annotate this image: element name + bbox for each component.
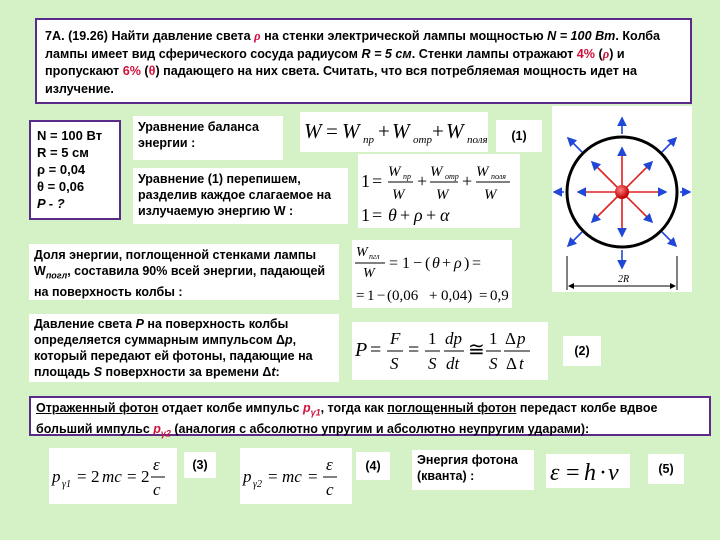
- equation-number-5: (5): [648, 454, 684, 484]
- svg-text:W: W: [342, 119, 360, 143]
- svg-text:ε: ε: [326, 455, 333, 474]
- equation-3: [49, 448, 177, 504]
- problem-text-6b: ) падающего на них света. Считать, что вся потребляемая мощность идет на излучение.: [45, 64, 637, 96]
- svg-text:≅: ≅: [468, 339, 485, 361]
- svg-text:=: =: [77, 467, 87, 486]
- svg-text:ε: ε: [153, 455, 160, 474]
- svg-text:W: W: [436, 187, 449, 203]
- pressure-label: Давление света P на поверхность колбы определяется суммарным импульсом Δp, который передают ей фотоны, падающие на площадь S поверхности за времени Δt:: [29, 314, 339, 382]
- problem-statement: [35, 18, 692, 104]
- svg-text:отр: отр: [445, 172, 459, 181]
- theta-symbol: θ: [148, 64, 156, 78]
- problem-text-6a: (: [140, 64, 149, 78]
- svg-text:=: =: [408, 339, 420, 361]
- svg-text:пр: пр: [363, 134, 374, 146]
- svg-text:α: α: [440, 205, 450, 225]
- svg-text:=: =: [472, 255, 482, 272]
- balance-label: Уравнение баланса энергии :: [133, 116, 283, 160]
- bulb-sphere-drawing: [552, 106, 692, 292]
- svg-text:+: +: [378, 119, 390, 143]
- diameter-label: 2R: [618, 274, 630, 285]
- svg-text:P: P: [355, 339, 368, 361]
- svg-text:mc: mc: [102, 467, 122, 486]
- svg-text:+: +: [400, 205, 411, 225]
- svg-text:=: =: [127, 467, 137, 486]
- equation-number-2: (2): [563, 336, 601, 366]
- svg-text:поля: поля: [491, 172, 507, 181]
- svg-text:h: h: [584, 460, 596, 486]
- svg-text:S: S: [489, 354, 498, 373]
- svg-text:θ: θ: [432, 255, 440, 272]
- svg-text:1: 1: [367, 288, 375, 304]
- svg-text:1: 1: [489, 329, 498, 348]
- svg-text:dt: dt: [446, 354, 460, 373]
- svg-text:W: W: [392, 187, 405, 203]
- svg-text:W: W: [363, 266, 375, 281]
- svg-text:=: =: [479, 288, 488, 304]
- svg-text:1: 1: [361, 171, 370, 191]
- svg-text:1: 1: [402, 255, 410, 272]
- given-power: N = 100 Вт: [37, 128, 103, 143]
- rewrite-label: Уравнение (1) перепишем, разделив каждое слагаемое на излучаемую энергию W :: [133, 168, 348, 224]
- svg-text:отр: отр: [413, 134, 432, 146]
- transmit-percent: 6%: [122, 64, 141, 78]
- svg-text:mc: mc: [282, 467, 302, 486]
- photon-energy-label: Энергия фотона (кванта) :: [412, 450, 534, 490]
- problem-text-1: 7А. (19.26) Найти давление света: [45, 29, 255, 43]
- svg-text:p: p: [243, 467, 252, 486]
- bulb-diagram: [552, 106, 692, 292]
- svg-text:−: −: [377, 288, 386, 304]
- equation-2: [352, 322, 548, 380]
- svg-text:W: W: [392, 119, 410, 143]
- svg-text:p: p: [517, 329, 526, 348]
- svg-text:1: 1: [361, 205, 370, 225]
- equation-ratio: [358, 154, 520, 228]
- svg-text:=: =: [372, 205, 383, 225]
- svg-text:θ: θ: [388, 205, 397, 225]
- svg-text:=: =: [370, 339, 382, 361]
- given-transmittance: θ = 0,06: [37, 179, 85, 194]
- equation-1: [300, 112, 488, 152]
- radius-value: R = 5 см: [361, 46, 412, 61]
- svg-text:S: S: [390, 354, 399, 373]
- svg-text:ρ: ρ: [414, 205, 423, 225]
- svg-text:F: F: [390, 329, 401, 348]
- equation-number-3: (3): [184, 452, 216, 478]
- problem-text-3: . Колба лампы имеет вид сферического сосуда радиусом: [45, 29, 661, 61]
- svg-text:): ): [464, 255, 470, 272]
- svg-text:+: +: [462, 171, 473, 191]
- svg-text:S: S: [428, 354, 437, 373]
- svg-text:c: c: [326, 480, 334, 499]
- svg-text:γ2: γ2: [253, 479, 262, 490]
- equation-number-1: (1): [496, 120, 542, 152]
- svg-text:W: W: [484, 187, 497, 203]
- power-value: N = 100 Вт: [547, 29, 616, 43]
- svg-text:=: =: [356, 288, 365, 304]
- svg-text:=: =: [308, 467, 318, 486]
- svg-text:0,04): 0,04): [441, 288, 473, 304]
- equation-4: [240, 448, 352, 504]
- svg-text:=: =: [326, 119, 338, 143]
- problem-text-4: . Стенки лампы отражают: [411, 46, 577, 61]
- absorbed-share-label: Доля энергии, поглощенной стенками лампы $W_{погл}$, составила 90% всей энергии, падающей на поверхность колбы :: [29, 244, 339, 300]
- equation-number-4: (4): [356, 452, 390, 480]
- svg-text:2: 2: [91, 467, 100, 486]
- problem-text-5b: ) и пропускают: [45, 46, 625, 78]
- svg-text:(: (: [425, 255, 431, 272]
- given-box: [29, 120, 121, 220]
- svg-text:dp: dp: [445, 329, 462, 348]
- svg-text:=: =: [389, 255, 399, 272]
- equation-absorbed: [352, 240, 512, 308]
- svg-text:W: W: [388, 164, 401, 180]
- svg-text:+: +: [432, 119, 444, 143]
- svg-text:2: 2: [141, 467, 150, 486]
- svg-text:1: 1: [428, 329, 437, 348]
- svg-text:W: W: [430, 164, 443, 180]
- reflection-note: Отраженный фотон отдает колбе импульс $p_{\gamma 1}$, тогда как поглощенный фотон передаст колбе вдвое больший импульс $p_{\gamma 2}$ (аналогия с абсолютно упругим и абсолютно неупругим ударами):: [29, 396, 711, 436]
- svg-text:=: =: [566, 460, 580, 486]
- svg-text:ρ: ρ: [454, 255, 462, 272]
- svg-text:γ1: γ1: [62, 479, 71, 490]
- svg-text:0,9: 0,9: [490, 288, 509, 304]
- svg-text:поля: поля: [467, 134, 488, 146]
- svg-text:t: t: [519, 354, 524, 373]
- svg-text:W: W: [304, 119, 322, 143]
- svg-text:·: ·: [599, 460, 607, 486]
- reflect-percent: 4%: [576, 46, 595, 61]
- svg-text:W: W: [476, 164, 489, 180]
- svg-text:p: p: [52, 467, 61, 486]
- svg-text:ν: ν: [608, 460, 619, 486]
- svg-text:W: W: [356, 245, 368, 260]
- svg-text:−: −: [413, 255, 423, 272]
- svg-text:+: +: [442, 255, 452, 272]
- svg-text:пр: пр: [403, 172, 411, 181]
- given-radius: R = 5 см: [37, 145, 89, 160]
- problem-text-5a: (: [595, 46, 603, 61]
- svg-text:+: +: [429, 288, 438, 304]
- svg-text:пгл: пгл: [369, 252, 380, 261]
- equation-5: [546, 454, 630, 488]
- svg-text:(0,06: (0,06: [387, 288, 419, 304]
- rho-symbol: ρ: [254, 29, 261, 43]
- svg-text:=: =: [268, 467, 278, 486]
- given-reflectance: ρ = 0,04: [37, 162, 86, 177]
- svg-text:=: =: [372, 171, 383, 191]
- svg-text:+: +: [417, 171, 428, 191]
- svg-text:c: c: [153, 480, 161, 499]
- svg-text:Δ: Δ: [506, 354, 517, 373]
- svg-text:Δ: Δ: [505, 329, 516, 348]
- problem-text-2: на стенки электрической лампы мощностью: [260, 29, 548, 43]
- svg-text:+: +: [426, 205, 437, 225]
- svg-text:ε: ε: [550, 460, 560, 486]
- unknown-pressure: P - ?: [37, 196, 65, 211]
- svg-text:W: W: [446, 119, 464, 143]
- rho-symbol-2: ρ: [602, 46, 610, 61]
